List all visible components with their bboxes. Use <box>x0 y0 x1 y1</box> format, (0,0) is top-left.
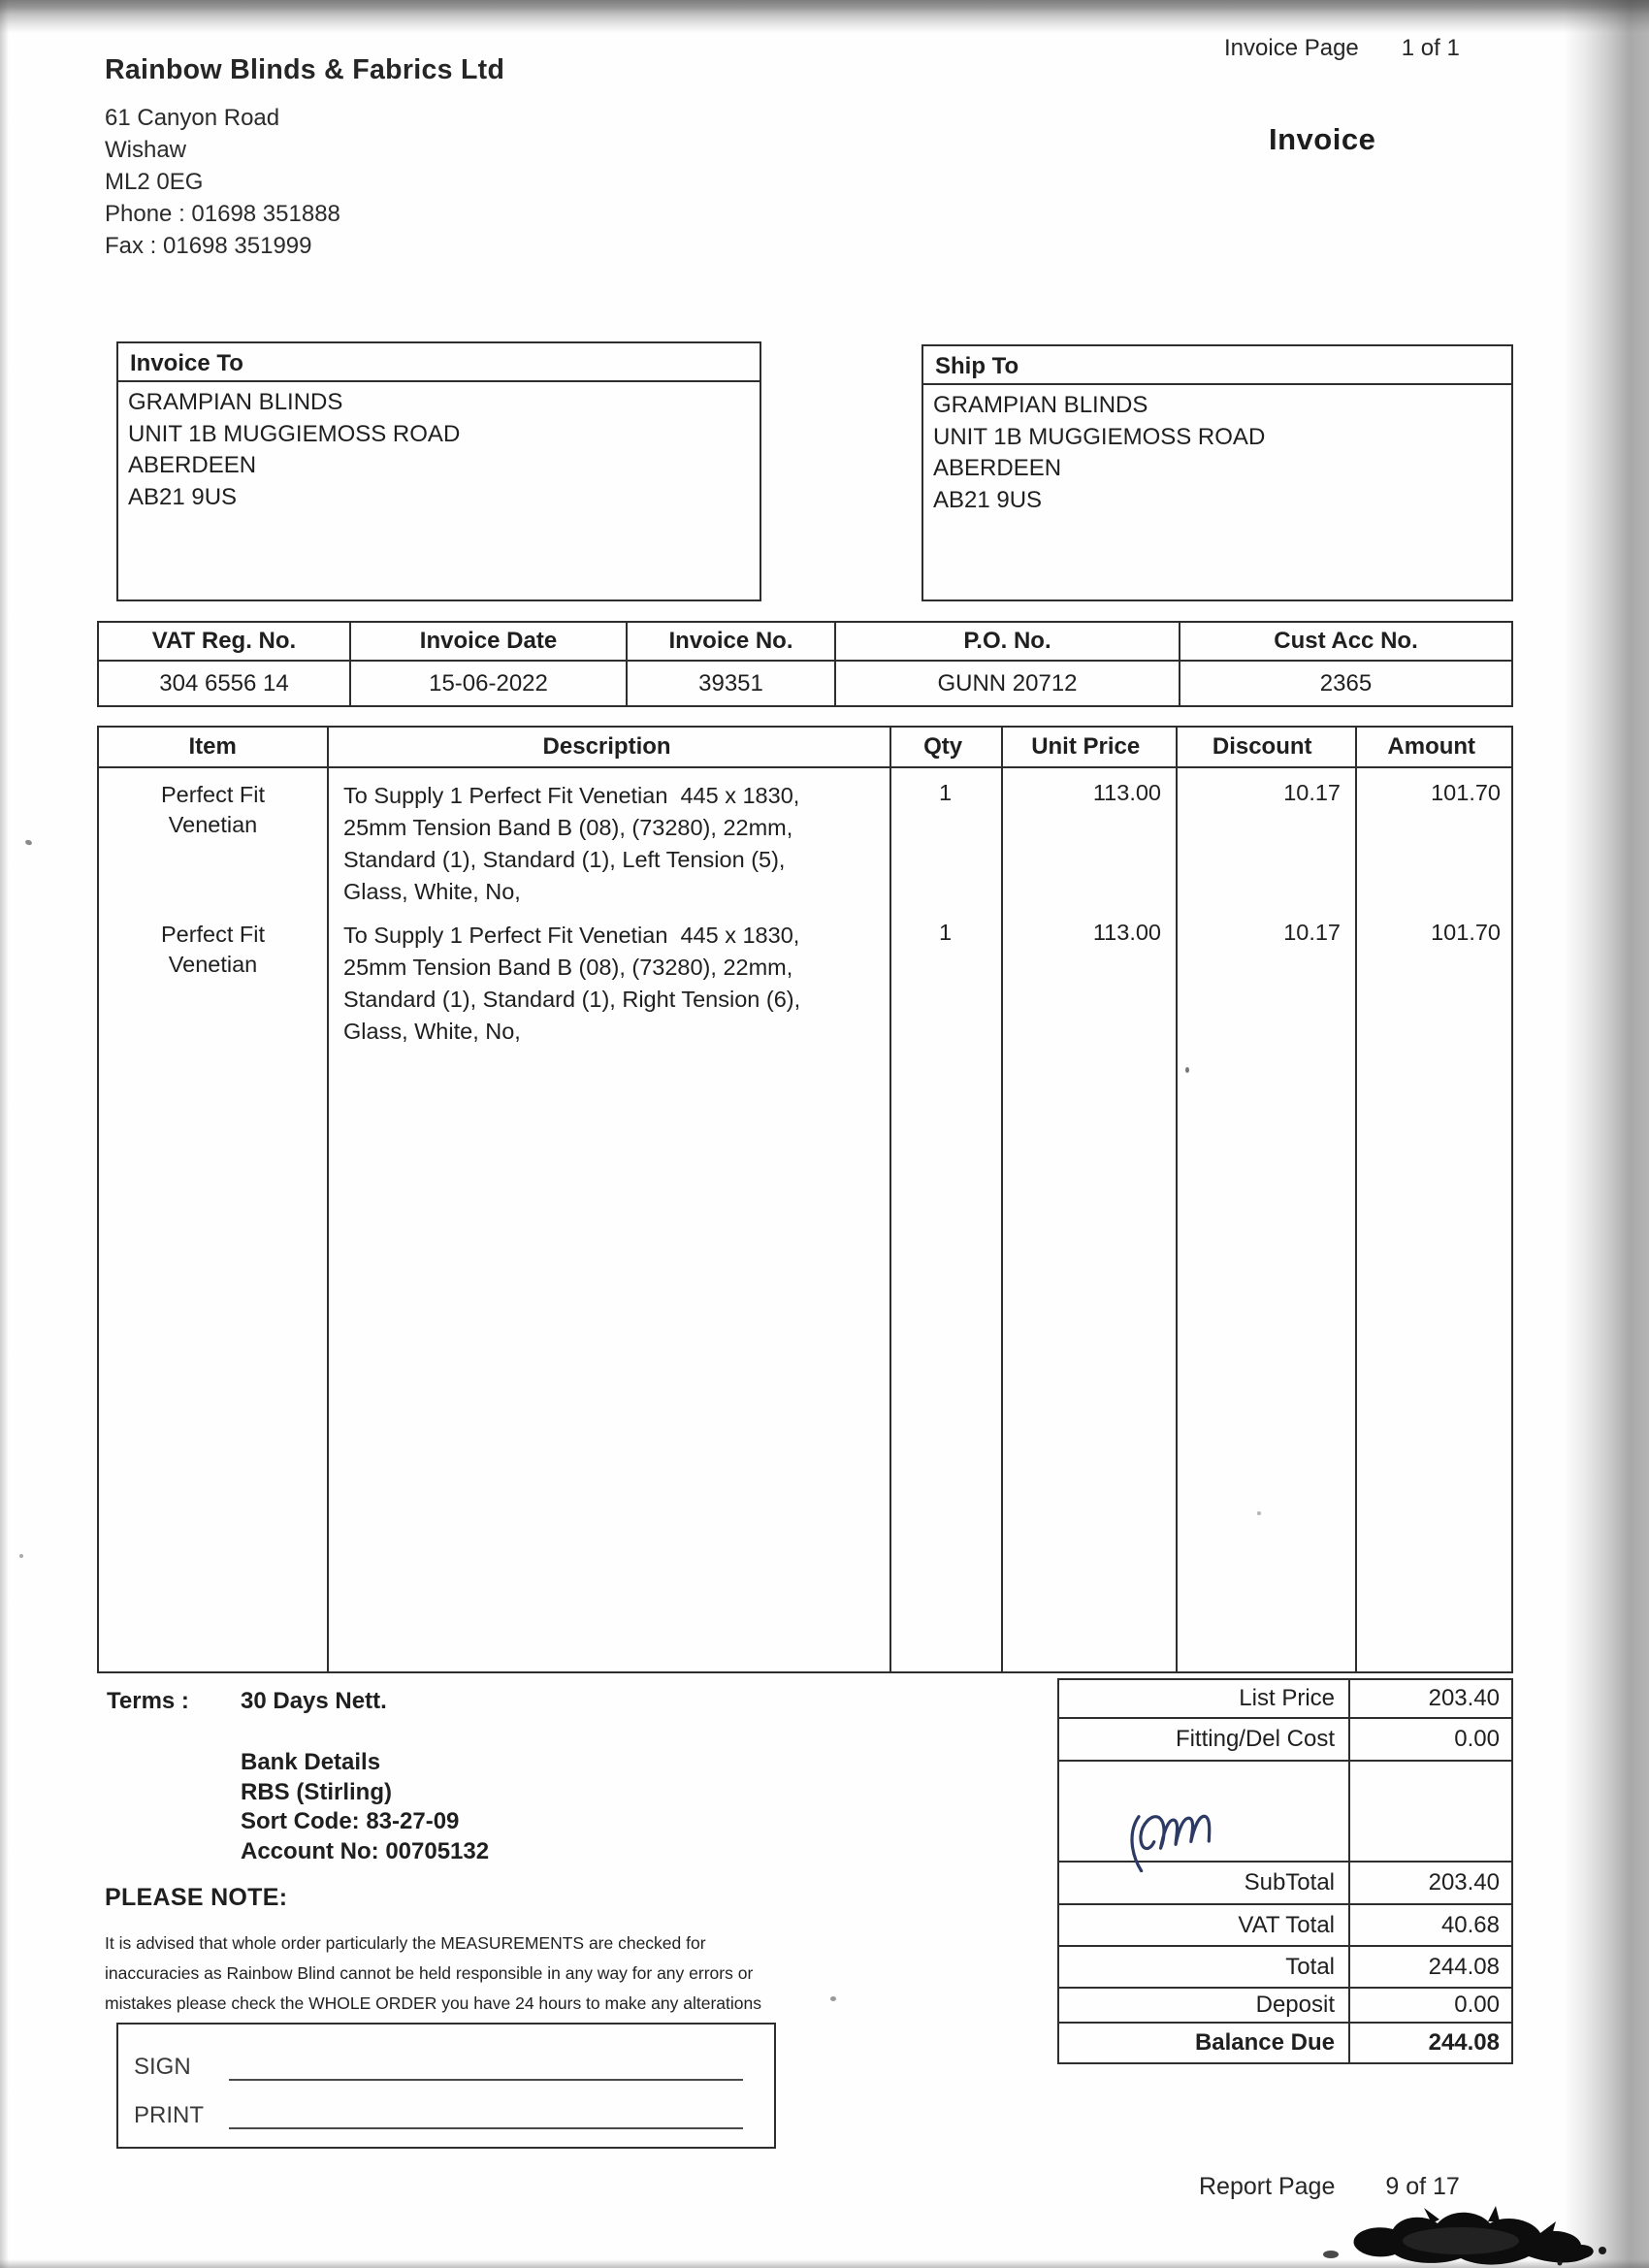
bank-name: RBS (Stirling) <box>241 1778 392 1805</box>
terms-value: 30 Days Nett. <box>241 1688 387 1714</box>
item-qty: 1 <box>938 780 953 805</box>
please-note-title: PLEASE NOTE: <box>105 1884 288 1911</box>
meta-header-invoice-no: Invoice No. <box>628 623 836 660</box>
item-qty: 1 <box>938 920 953 945</box>
scan-edge-left <box>0 0 9 2268</box>
item-unit-price: 113.00 <box>1092 920 1161 945</box>
totals-value: 244.08 <box>1428 1953 1500 1980</box>
scan-speck <box>19 1554 23 1558</box>
ship-to-box <box>922 344 1513 601</box>
items-header-unit-price: Unit Price <box>1031 733 1141 760</box>
meta-header-vat: VAT Reg. No. <box>99 623 351 660</box>
scan-speck <box>1257 1511 1261 1515</box>
items-header-row <box>99 728 1511 768</box>
meta-header-po: P.O. No. <box>836 623 1180 660</box>
item-description <box>343 780 906 908</box>
totals-label: Balance Due <box>1059 2024 1350 2062</box>
totals-row-vat <box>1059 1905 1511 1947</box>
items-header-item: Item <box>188 733 237 760</box>
totals-label: SubTotal <box>1059 1863 1350 1903</box>
please-note-text <box>105 1928 761 2019</box>
meta-header-date: Invoice Date <box>351 623 628 660</box>
note-line: mistakes please check the WHOLE ORDER you have 24 hours to make any alterations <box>105 1993 761 2013</box>
item-unit-price: 113.00 <box>1092 780 1161 805</box>
report-page-value: 9 of 17 <box>1385 2173 1460 2200</box>
description-line: Glass, White, No, <box>343 1019 521 1044</box>
item-amount: 101.70 <box>1431 780 1501 805</box>
ship-to-address <box>923 385 1511 521</box>
item-name: Perfect Fit Venetian <box>160 922 266 977</box>
item-description <box>343 920 906 1048</box>
totals-value <box>1350 1762 1511 1861</box>
totals-value: 0.00 <box>1454 1726 1500 1752</box>
description-line: Standard (1), Standard (1), Left Tension (5), <box>343 847 786 872</box>
page-indicator-value: 1 of 1 <box>1401 35 1460 61</box>
address-line: GRAMPIAN BLINDS <box>933 392 1148 418</box>
totals-label: List Price <box>1059 1680 1350 1717</box>
sign-row <box>134 2042 759 2081</box>
address-line: UNIT 1B MUGGIEMOSS ROAD <box>933 423 1266 450</box>
company-address-line: Wishaw <box>105 137 187 163</box>
description-line: Glass, White, No, <box>343 879 521 904</box>
column-divider <box>327 728 329 1671</box>
invoice-to-box <box>116 341 761 601</box>
totals-row-total <box>1059 1947 1511 1989</box>
items-header-description: Description <box>542 733 671 760</box>
address-line: ABERDEEN <box>128 452 257 478</box>
meta-value-vat: 304 6556 14 <box>99 662 351 705</box>
scan-speck <box>24 839 32 846</box>
page-indicator <box>1224 35 1460 62</box>
totals-label: Deposit <box>1059 1989 1350 2022</box>
items-header-discount: Discount <box>1212 733 1312 760</box>
invoice-to-label: Invoice To <box>118 343 760 382</box>
description-line: 25mm Tension Band B (08), (73280), 22mm, <box>343 815 793 840</box>
terms-row <box>107 1688 387 1715</box>
description-line: To Supply 1 Perfect Fit Venetian 445 x 1830, <box>343 923 800 948</box>
address-line: GRAMPIAN BLINDS <box>128 389 343 415</box>
column-divider <box>1176 728 1178 1671</box>
address-line: AB21 9US <box>933 486 1043 513</box>
sign-line <box>229 2042 743 2081</box>
print-row <box>134 2090 759 2129</box>
invoice-items-table <box>97 726 1513 1673</box>
bank-account-no: Account No: 00705132 <box>241 1837 490 1864</box>
totals-label: Total <box>1059 1947 1350 1987</box>
totals-value: 0.00 <box>1454 1992 1500 2018</box>
meta-header-cust-acc: Cust Acc No. <box>1274 628 1418 654</box>
meta-value-po: GUNN 20712 <box>836 662 1180 705</box>
item-discount: 10.17 <box>1283 780 1341 805</box>
report-page-label: Report Page <box>1199 2173 1336 2200</box>
meta-values-row <box>99 662 1511 705</box>
company-block <box>105 54 504 262</box>
meta-value-cust-acc: 2365 <box>1319 669 1373 697</box>
description-line: 25mm Tension Band B (08), (73280), 22mm, <box>343 955 793 980</box>
document-title: Invoice <box>1269 122 1376 156</box>
item-discount: 10.17 <box>1283 920 1341 945</box>
bank-details-title: Bank Details <box>241 1749 381 1775</box>
sign-label: SIGN <box>134 2054 191 2080</box>
note-line: inaccuracies as Rainbow Blind cannot be held responsible in any way for any errors or <box>105 1963 754 1983</box>
ship-to-label: Ship To <box>923 346 1511 385</box>
description-line: Standard (1), Standard (1), Right Tension (6), <box>343 987 801 1012</box>
scan-edge-top <box>0 0 1649 33</box>
totals-label: Fitting/Del Cost <box>1059 1719 1350 1760</box>
invoice-to-address <box>118 382 760 518</box>
items-header-qty: Qty <box>923 733 963 760</box>
totals-label: VAT Total <box>1059 1905 1350 1945</box>
company-name: Rainbow Blinds & Fabrics Ltd <box>105 54 505 85</box>
totals-value: 40.68 <box>1440 1911 1500 1938</box>
company-fax: Fax : 01698 351999 <box>105 233 312 259</box>
bank-sort-code: Sort Code: 83-27-09 <box>241 1808 460 1834</box>
totals-row-balance-due <box>1059 2024 1511 2062</box>
item-name: Perfect Fit Venetian <box>160 782 266 837</box>
company-address-line: ML2 0EG <box>105 169 204 195</box>
address-line: AB21 9US <box>128 483 238 510</box>
address-line: UNIT 1B MUGGIEMOSS ROAD <box>128 420 461 447</box>
scan-speck <box>830 1996 836 2001</box>
totals-value: 244.08 <box>1428 2029 1500 2056</box>
totals-row-fitting <box>1059 1719 1511 1762</box>
print-line <box>229 2090 743 2129</box>
note-line: It is advised that whole order particularly the MEASUREMENTS are checked for <box>105 1933 706 1953</box>
totals-row-list-price <box>1059 1680 1511 1719</box>
meta-value-date: 15-06-2022 <box>351 662 628 705</box>
scan-speck <box>1185 1067 1189 1073</box>
items-header-amount: Amount <box>1387 733 1476 760</box>
ink-blot <box>1315 2194 1616 2268</box>
handwritten-initials <box>1116 1775 1242 1872</box>
address-line: ABERDEEN <box>933 455 1062 481</box>
company-phone: Phone : 01698 351888 <box>105 201 340 227</box>
meta-value-invoice-no: 39351 <box>628 662 836 705</box>
page-indicator-label: Invoice Page <box>1224 35 1359 61</box>
scan-edge-right <box>1564 0 1649 2268</box>
totals-row-deposit <box>1059 1989 1511 2024</box>
company-address-line: 61 Canyon Road <box>105 105 280 131</box>
description-line: To Supply 1 Perfect Fit Venetian 445 x 1830, <box>343 783 800 808</box>
item-amount: 101.70 <box>1431 920 1501 945</box>
terms-label: Terms : <box>107 1688 189 1714</box>
totals-value: 203.40 <box>1428 1685 1500 1711</box>
invoice-meta-table <box>97 621 1513 707</box>
meta-header-row <box>99 623 1511 662</box>
signature-box <box>116 2023 776 2149</box>
bank-details-block <box>241 1748 489 1866</box>
column-divider <box>1355 728 1357 1671</box>
totals-value: 203.40 <box>1428 1869 1500 1895</box>
print-label: PRINT <box>134 2102 204 2128</box>
column-divider <box>1001 728 1003 1671</box>
